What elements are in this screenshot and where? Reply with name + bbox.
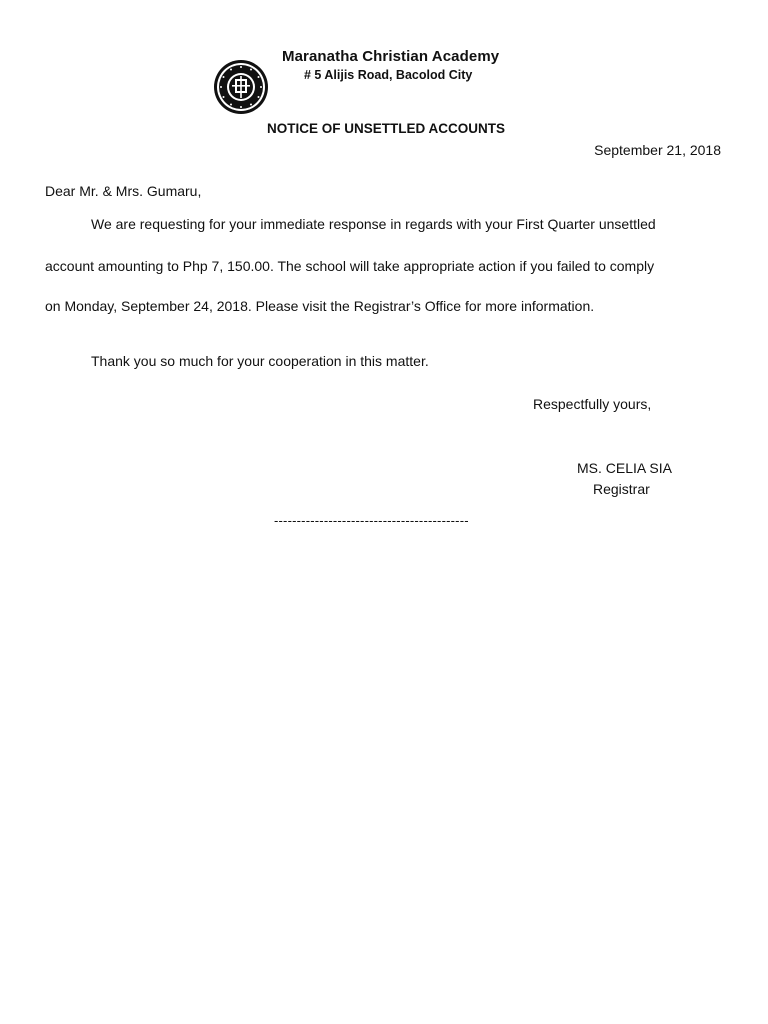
- notice-title: NOTICE OF UNSETTLED ACCOUNTS: [267, 121, 505, 136]
- salutation: Dear Mr. & Mrs. Gumaru,: [45, 183, 202, 199]
- body-line-3: on Monday, September 24, 2018. Please visit the Registrar’s Office for more information.: [45, 298, 595, 314]
- school-seal-icon: [213, 59, 269, 115]
- signatory-name: MS. CELIA SIA: [577, 460, 672, 476]
- body-line-1: We are requesting for your immediate response in regards with your First Quarter unsettled: [91, 216, 656, 232]
- separator-line: -------------------------------------------: [274, 513, 469, 528]
- school-address: # 5 Alijis Road, Bacolod City: [304, 68, 473, 82]
- signatory-title: Registrar: [593, 481, 650, 497]
- school-name: Maranatha Christian Academy: [282, 48, 500, 65]
- body-line-2: account amounting to Php 7, 150.00. The school will take appropriate action if you failed to comply: [45, 258, 655, 274]
- letter-date: September 21, 2018: [594, 142, 721, 158]
- thank-you-line: Thank you so much for your cooperation in this matter.: [91, 353, 429, 369]
- closing: Respectfully yours,: [533, 396, 652, 412]
